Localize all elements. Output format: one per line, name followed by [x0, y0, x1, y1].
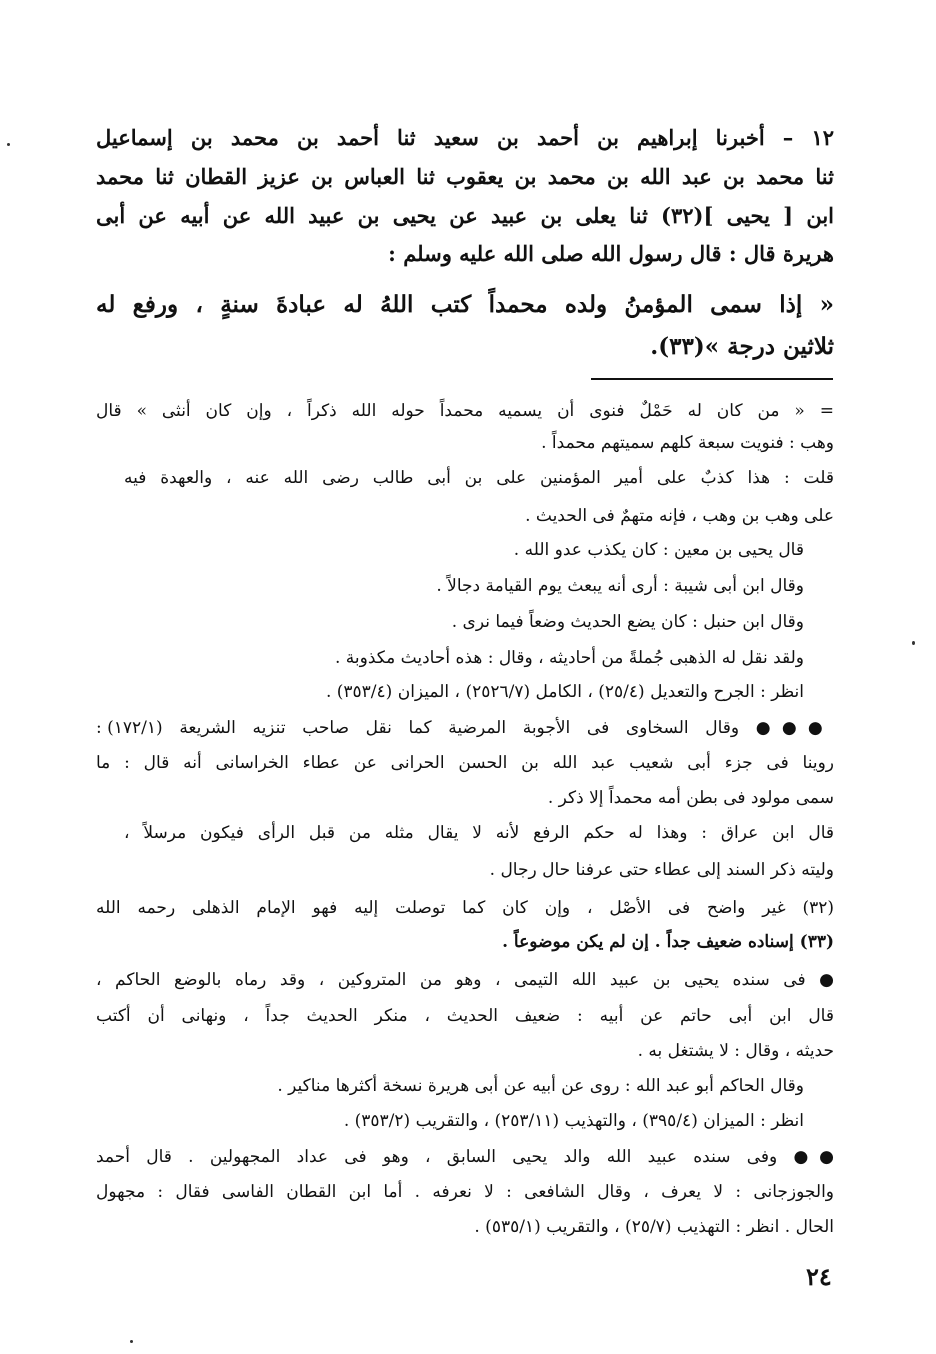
main-line: هريرة قال : قال رسول الله صلى الله عليه وسلم : [388, 241, 834, 266]
footnote-line: روينا فى جزء أبى شعيب عبد الله بن الحسن الحرانى عن عطاء الخراسانى أنه قال : ما [96, 753, 834, 773]
scan-speck [130, 1340, 133, 1343]
scan-speck [7, 143, 10, 146]
footnote-separator [591, 378, 833, 380]
page-number: ٢٤ [806, 1262, 832, 1291]
footnote-line: وقال ابن حنبل : كان يضع الحديث وضعاً فيما نرى . [451, 612, 804, 632]
footnote-line: قال ابن أبى حاتم عن أبيه : ضعيف الحديث ، منكر الحديث جداً ، ونهانى أن أكتب [96, 1006, 834, 1026]
footnote-line: الحال . انظر : التهذيب (٢٥/٧) ، والتقريب (٥٣٥/١) . [474, 1217, 834, 1237]
footnote-line: وليته ذكر السند إلى عطاء حتى عرفنا حال رجال . [489, 860, 834, 880]
footnote-line: قلت : هذا كذبٌ على أمير المؤمنين على بن أبى طالب رضى الله عنه ، والعهدة فيه [124, 468, 834, 488]
footnote-32: (٣٢) غير واضح فى الأصْل ، وإن كان كما توصلت إليه فهو الإمام الذهلى رحمه الله [96, 898, 834, 918]
footnote-line: وهب : فنويت سبعة كلهم سميتهم محمداً . [541, 433, 834, 453]
footnote-line: حديثه ، وقال : لا يشتغل به . [637, 1041, 834, 1061]
footnote-line: وقال الحاكم أبو عبد الله : روى عن أبيه عن أبى هريرة نسخة أكثرها مناكير . [277, 1076, 804, 1096]
footnote-line: ولقد نقل له الذهبى جُملةً من أحاديثه ، وقال : هذه أحاديث مكذوبة . [335, 648, 804, 668]
footnote-line: سمى مولود فى بطن أمه محمداً إلا ذكر . [547, 788, 834, 808]
footnote-33: (٣٣) إسناده ضعيف جداً . إن لم يكن موضوعاً . [502, 932, 834, 952]
hadith-text-end: ثلاثين درجة »(٣٣). [650, 333, 834, 360]
footnote-line: ● فى سنده يحيى بن عبيد الله التيمى ، وهو من المتروكين ، وقد رماه بالوضع الحاكم ، [96, 970, 834, 990]
footnote-line: انظر : الجرح والتعديل (٢٥/٤) ، الكامل (٢٥٢٦/٧) ، الميزان (٣٥٣/٤) . [325, 682, 804, 702]
main-line: ١٢ – أخبرنا إبراهيم بن أحمد بن سعيد ثنا أحمد بن محمد بن إسماعيل [96, 125, 834, 150]
footnote-line: وقال ابن أبى شيبة : أرى أنه يبعث يوم القيامة دجالاً . [436, 576, 804, 596]
footnote-line: على وهب بن وهب ، فإنه متهمٌ فى الحديث . [525, 506, 834, 526]
footnote-line: = « من كان له حَمْلٌ فنوى أن يسميه محمداً حوله الله ذكراً ، وإن كان أنثى » قال [96, 401, 834, 421]
hadith-text: « إذا سمى المؤمنُ ولده محمداً كتب اللهُ له عبادةَ سنةٍ ، ورفع له [96, 291, 834, 318]
footnote-line: ●●● وقال السخاوى فى الأجوبة المرضية كما نقل صاحب تنزيه الشريعة (١٧٢/١) : [96, 718, 834, 738]
footnote-line: قال يحيى بن معين : كان يكذب عدو الله . [513, 540, 804, 560]
footnote-line: ●● وفى سنده عبيد الله والد يحيى السابق ، وهو فى عداد المجهولين . قال أحمد [96, 1147, 834, 1167]
scan-speck [912, 641, 915, 645]
main-line: ابن [ يحيى ](٣٢) ثنا يعلى بن عبيد عن يحيى بن عبيد الله عن أبيه عن أبى [96, 203, 835, 228]
main-line: ثنا محمد بن عبد الله بن محمد بن يعقوب ثنا العباس بن عزيز القطان ثنا محمد [96, 164, 834, 189]
footnote-line: والجوزجانى : لا يعرف ، وقال الشافعى : لا نعرفه . أما ابن القطان الفاسى فقال : مجهول [96, 1182, 834, 1202]
footnote-line: انظر : الميزان (٣٩٥/٤) ، والتهذيب (٢٥٣/١١) ، والتقريب (٣٥٣/٢) . [343, 1111, 804, 1131]
footnote-line: قال ابن عراق : وهذا له حكم الرفع لأنه لا يقال مثله من قبل الرأى فيكون مرسلاً ، [124, 823, 834, 843]
